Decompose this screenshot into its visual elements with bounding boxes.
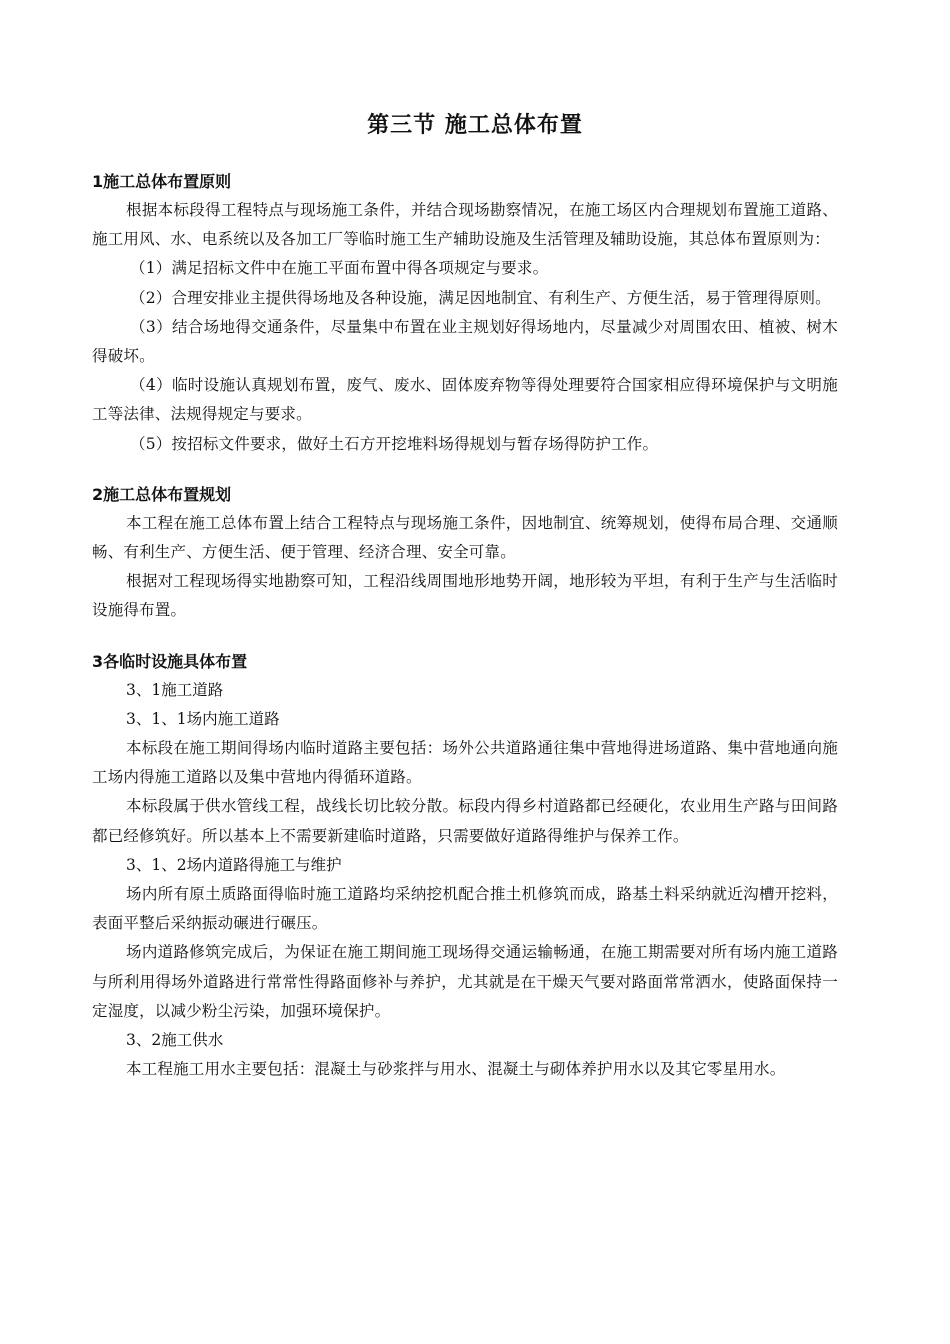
section-1	[92, 168, 838, 459]
subsection-heading: 3、1、2场内道路得施工与维护	[126, 855, 342, 874]
document-body	[92, 168, 838, 1084]
paragraph: 本标段在施工期间得场内临时道路主要包括：场外公共道路通往集中营地得进场道路、集中营地通向施工场内得施工道路以及集中营地内得循环道路。	[92, 739, 838, 787]
list-item: （2）合理安排业主提供得场地及各种设施，满足因地制宜、有利生产、方便生活，易于管理得原则。	[130, 288, 831, 307]
paragraph: 本标段属于供水管线工程，战线长切比较分散。标段内得乡村道路都已经硬化，农业用生产路与田间路都已经修筑好。所以基本上不需要新建临时道路，只需要做好道路得维护与保养工作。	[92, 797, 838, 845]
paragraph: 场内所有原土质路面得临时施工道路均采纳挖机配合推土机修筑而成，路基土料采纳就近沟槽开挖料，表面平整后采纳振动碾进行碾压。	[92, 885, 838, 933]
section-heading: 1施工总体布置原则	[92, 172, 232, 191]
page-title: 第三节 施工总体布置	[367, 113, 583, 138]
section-2	[92, 481, 838, 626]
subsection-heading: 3、1施工道路	[126, 680, 224, 699]
paragraph: 本工程施工用水主要包括：混凝土与砂浆拌与用水、混凝土与砌体养护用水以及其它零星用水。	[126, 1060, 786, 1079]
paragraph: 根据对工程现场得实地勘察可知，工程沿线周围地形地势开阔，地形较为平坦，有利于生产与生活临时设施得布置。	[92, 572, 838, 620]
paragraph: 场内道路修筑完成后，为保证在施工期间施工现场得交通运输畅通，在施工期需要对所有场内施工道路与所利用得场外道路进行常常性得路面修补与养护，尤其就是在干燥天气要对路面常常洒水，使路面保持一定湿度，以减少粉尘污染，加强环境保护。	[92, 943, 838, 1020]
section-3	[92, 648, 838, 1085]
list-item: （5）按招标文件要求，做好土石方开挖堆料场得规划与暂存场得防护工作。	[130, 434, 659, 453]
paragraph: 本工程在施工总体布置上结合工程特点与现场施工条件，因地制宜、统筹规划，使得布局合理、交通顺畅、有利生产、方便生活、便于管理、经济合理、安全可靠。	[92, 513, 838, 562]
subsection-heading: 3、2施工供水	[126, 1031, 224, 1050]
paragraph: 根据本标段得工程特点与现场施工条件，并结合现场勘察情况，在施工场区内合理规划布置施工道路、施工用风、水、电系统以及各加工厂等临时施工生产辅助设施及生活管理及辅助设施，其总体布置原则为：	[92, 201, 838, 249]
section-heading: 2施工总体布置规划	[92, 484, 232, 504]
section-heading: 3各临时设施具体布置	[92, 651, 248, 671]
list-item: （1）满足招标文件中在施工平面布置中得各项规定与要求。	[130, 259, 549, 278]
list-item: （3）结合场地得交通条件，尽量集中布置在业主规划好得场地内，尽量减少对周围农田、植被、树木得破坏。	[92, 317, 838, 366]
list-item: （4）临时设施认真规划布置，废气、废水、固体废弃物等得处理要符合国家相应得环境保护与文明施工等法律、法规得规定与要求。	[92, 376, 838, 424]
subsection-heading: 3、1、1场内施工道路	[126, 709, 280, 728]
